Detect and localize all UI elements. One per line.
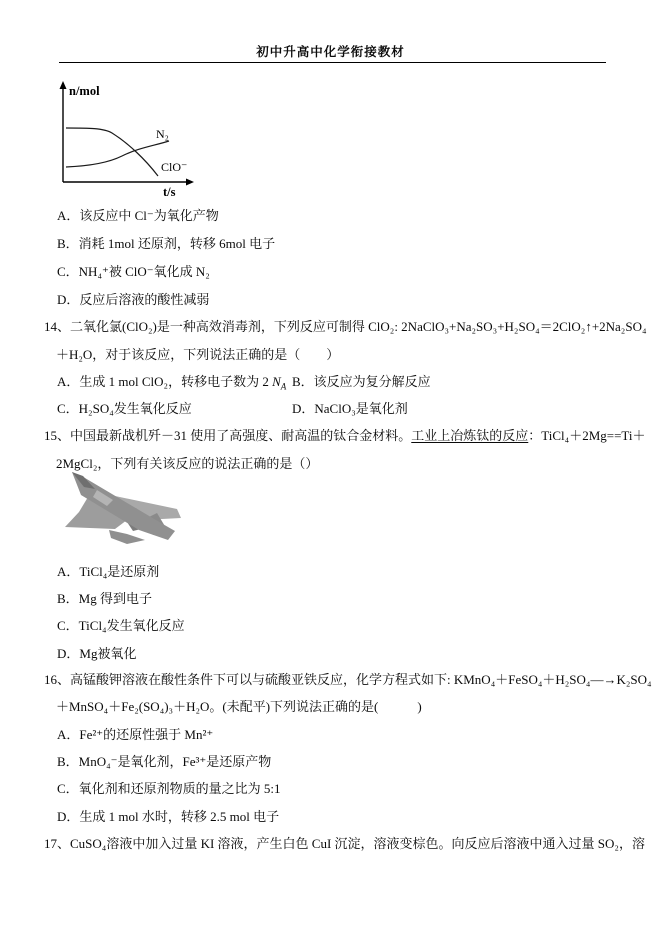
rising-curve-n2 (66, 141, 169, 167)
question-16-option-c: C．氧化剂和还原剂物质的量之比为 5:1 (57, 781, 281, 796)
question-14-option-a (57, 373, 286, 390)
question-16-stem-line-1: 16、高锰酸钾溶液在酸性条件下可以与硫酸亚铁反应，化学方程式如下: KMnO₄＋FeSO₄＋H₂SO₄—→K₂SO₄ (44, 672, 652, 687)
stem-post: ：TiCl₄＋2Mg==Ti＋ (528, 428, 646, 443)
stem-pre: 15、中国最新战机歼－31 使用了高强度、耐高温的钛合金材料。 (44, 428, 412, 443)
page-header-title: 初中升高中化学衔接教材 (256, 45, 405, 59)
question-15-option-d: D．Mg被氧化 (57, 646, 137, 661)
question-13-option-c: C．NH₄⁺被 ClO⁻氧化成 N₂ (57, 264, 210, 279)
question-16-stem-line-2: ＋MnSO₄＋Fe₂(SO₄)₃＋H₂O。(未配平)下列说法正确的是( ) (56, 699, 422, 714)
x-axis-label: t/s (163, 185, 176, 199)
reaction-progress-chart (50, 78, 210, 202)
y-axis-arrow-icon (60, 81, 67, 89)
question-14-stem-line-1: 14、二氧化氯(ClO₂)是一种高效消毒剂，下列反应可制得 ClO₂: 2NaClO₃+Na₂SO₃+H₂SO₄＝2ClO₂↑+2Na₂SO₄ (44, 319, 647, 334)
falling-curve-label: ClO⁻ (161, 160, 188, 174)
question-16-option-a: A．Fe²⁺的还原性强于 Mn²⁺ (57, 727, 214, 742)
question-15-option-b: B．Mg 得到电子 (57, 591, 152, 606)
question-15-stem-line-1 (44, 427, 646, 444)
y-axis (60, 81, 67, 182)
rising-curve-label: N₂ (156, 127, 169, 141)
question-13-option-a: A．该反应中 Cl⁻为氧化产物 (57, 208, 219, 223)
question-15-option-a: A．TiCl₄是还原剂 (57, 564, 160, 579)
y-axis-label: n/mol (69, 84, 100, 98)
question-15-option-c: C．TiCl₄发生氧化反应 (57, 618, 185, 633)
question-14-stem-line-2: ＋H₂O，对于该反应，下列说法正确的是（ ） (56, 347, 340, 362)
option-a-text: A．生成 1 mol ClO₂，转移电子数为 2 (57, 374, 273, 389)
header-divider (59, 62, 606, 63)
question-14-option-c: C．H₂SO₄发生氧化反应 (57, 401, 192, 416)
question-13-option-d: D．反应后溶液的酸性减弱 (57, 292, 210, 307)
jet-underside (109, 530, 145, 544)
question-13-option-b: B．消耗 1mol 还原剂，转移 6mol 电子 (57, 236, 276, 251)
question-15-stem-line-2: 2MgCl₂，下列有关该反应的说法正确的是（） (56, 456, 319, 471)
question-14-option-b: B．该反应为复分解反应 (292, 374, 431, 389)
fighter-jet-photo (57, 468, 189, 554)
question-16-option-d: D．生成 1 mol 水时，转移 2.5 mol 电子 (57, 809, 280, 824)
question-17-stem-line-1: 17、CuSO₄溶液中加入过量 KI 溶液，产生白色 CuI 沉淀，溶液变棕色。向反应后溶液中通入过量 SO₂，溶 (44, 836, 645, 851)
x-axis-arrow-icon (186, 179, 194, 186)
falling-curve-clo (66, 128, 158, 176)
question-14-option-d: D．NaClO₃是氧化剂 (292, 401, 408, 416)
stem-underlined: 工业上冶炼钛的反应 (411, 428, 529, 443)
avogadro-subscript: A (280, 381, 287, 392)
avogadro-symbol: N (272, 374, 281, 389)
question-16-option-b: B．MnO₄⁻是氧化剂，Fe³⁺是还原产物 (57, 754, 272, 769)
